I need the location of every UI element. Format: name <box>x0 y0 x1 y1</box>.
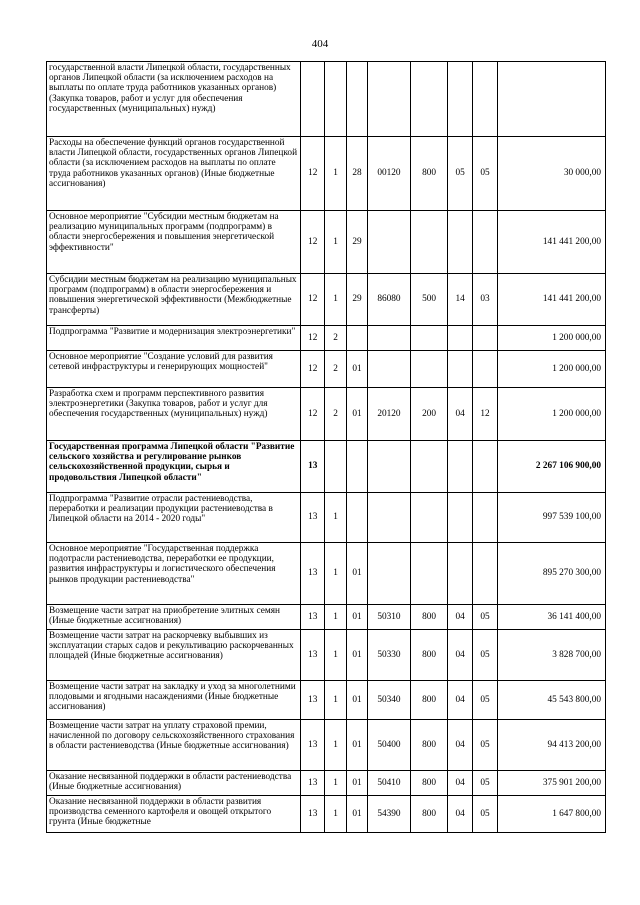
expense-name: Подпрограмма "Развитие отрасли растениеводства, переработки и реализации продукции растениеводства в Липецкой области на 2014 - 2020 годы" <box>47 493 301 543</box>
expense-type-code <box>410 62 448 137</box>
table-row <box>47 441 606 493</box>
subsection-code: 05 <box>472 137 497 211</box>
expense-name: Оказание несвязанной поддержки в области растениеводства (Иные бюджетные ассигнования) <box>47 771 301 796</box>
expense-name: Основное мероприятие "Государственная поддержка подотрасли растениеводства, переработки ее продукции, развития инфраструктуры и логистического обеспечения рынков продукции растениеводства" <box>47 543 301 605</box>
section-code <box>448 62 472 137</box>
section-code: 04 <box>448 388 472 441</box>
direction-code: 50340 <box>368 681 411 720</box>
section-code: 04 <box>448 605 472 630</box>
subsection-code: 05 <box>472 720 497 771</box>
main-activity-code: 01 <box>346 681 367 720</box>
subsection-code: 05 <box>472 796 497 833</box>
main-activity-code: 29 <box>346 274 367 326</box>
direction-code: 86080 <box>368 274 411 326</box>
amount: 3 828 700,00 <box>498 630 606 681</box>
main-activity-code: 01 <box>346 543 367 605</box>
page-number: 404 <box>311 38 329 50</box>
expense-name: Возмещение части затрат на закладку и уход за многолетними плодовыми и ягодными насаждениями (Иные бюджетные ассигнования) <box>47 681 301 720</box>
expense-name: Оказание несвязанной поддержки в области развития производства семенного картофеля и овощей открытого грунта (Иные бюджетные <box>47 796 301 833</box>
expense-type-code: 800 <box>410 630 448 681</box>
expense-type-code: 800 <box>410 137 448 211</box>
expense-name: Основное мероприятие "Создание условий для развития сетевой инфраструктуры и генерирующих мощностей" <box>47 351 301 388</box>
amount: 1 200 000,00 <box>498 388 606 441</box>
subsection-code: 05 <box>472 771 497 796</box>
section-code: 04 <box>448 630 472 681</box>
main-activity-code <box>346 62 367 137</box>
subsection-code: 12 <box>472 388 497 441</box>
section-code: 14 <box>448 274 472 326</box>
direction-code <box>368 211 411 274</box>
main-activity-code: 28 <box>346 137 367 211</box>
subsection-code <box>472 493 497 543</box>
expense-type-code <box>410 493 448 543</box>
table-row <box>47 137 606 211</box>
main-activity-code: 01 <box>346 351 367 388</box>
subsection-code: 05 <box>472 630 497 681</box>
main-activity-code: 01 <box>346 796 367 833</box>
expense-name: государственной власти Липецкой области, государственных органов Липецкой области (за исключением расходов на выплаты по оплате труда работников указанных органов) (Закупка товаров, работ и услуг для обеспечения государственных (муниципальных) нужд) <box>47 62 301 137</box>
expense-type-code: 800 <box>410 796 448 833</box>
amount: 2 267 106 900,00 <box>498 441 606 493</box>
program-code: 12 <box>301 211 325 274</box>
expense-type-code <box>410 351 448 388</box>
subprogram-code: 1 <box>325 493 346 543</box>
section-code <box>448 351 472 388</box>
program-code: 13 <box>301 771 325 796</box>
section-code: 05 <box>448 137 472 211</box>
section-code: 04 <box>448 771 472 796</box>
subprogram-code: 1 <box>325 605 346 630</box>
amount: 141 441 200,00 <box>498 211 606 274</box>
amount: 895 270 300,00 <box>498 543 606 605</box>
main-activity-code: 29 <box>346 211 367 274</box>
subprogram-code: 1 <box>325 274 346 326</box>
section-code <box>448 211 472 274</box>
direction-code: 00120 <box>368 137 411 211</box>
table-row <box>47 605 606 630</box>
table-row <box>47 720 606 771</box>
amount: 375 901 200,00 <box>498 771 606 796</box>
subprogram-code <box>325 441 346 493</box>
section-code <box>448 326 472 351</box>
main-activity-code <box>346 326 367 351</box>
expense-type-code: 800 <box>410 681 448 720</box>
expense-type-code: 500 <box>410 274 448 326</box>
table-row <box>47 326 606 351</box>
table-row <box>47 796 606 833</box>
expense-name: Расходы на обеспечение функций органов государственной власти Липецкой области, государственных органов Липецкой области (за исключением расходов на выплаты по оплате труда работников указанных органов) (Иные бюджетные ассигнования) <box>47 137 301 211</box>
expense-type-code: 800 <box>410 771 448 796</box>
amount: 36 141 400,00 <box>498 605 606 630</box>
amount: 45 543 800,00 <box>498 681 606 720</box>
direction-code: 50400 <box>368 720 411 771</box>
expense-name: Возмещение части затрат на уплату страховой премии, начисленной по договору сельскохозяйственного страхования в области растениеводства (Иные бюджетные ассигнования) <box>47 720 301 771</box>
expense-name: Основное мероприятие "Субсидии местным бюджетам на реализацию муниципальных программ (подпрограмм) в области энергосбережения и повышения энергетической эффективности" <box>47 211 301 274</box>
expense-type-code: 800 <box>410 605 448 630</box>
program-code: 13 <box>301 543 325 605</box>
subsection-code <box>472 351 497 388</box>
subsection-code <box>472 211 497 274</box>
amount: 1 647 800,00 <box>498 796 606 833</box>
program-code: 13 <box>301 493 325 543</box>
table-row <box>47 351 606 388</box>
amount: 997 539 100,00 <box>498 493 606 543</box>
section-code <box>448 493 472 543</box>
expense-type-code: 800 <box>410 720 448 771</box>
main-activity-code: 01 <box>346 388 367 441</box>
table-row <box>47 771 606 796</box>
table-row <box>47 388 606 441</box>
budget-table-body <box>47 62 606 833</box>
main-activity-code <box>346 441 367 493</box>
section-code: 04 <box>448 681 472 720</box>
direction-code: 50410 <box>368 771 411 796</box>
subsection-code: 05 <box>472 605 497 630</box>
direction-code <box>368 441 411 493</box>
program-code: 12 <box>301 351 325 388</box>
direction-code: 20120 <box>368 388 411 441</box>
program-code: 12 <box>301 388 325 441</box>
section-code <box>448 543 472 605</box>
direction-code <box>368 493 411 543</box>
direction-code <box>368 351 411 388</box>
subprogram-code: 1 <box>325 681 346 720</box>
subprogram-code: 2 <box>325 326 346 351</box>
amount: 94 413 200,00 <box>498 720 606 771</box>
main-activity-code <box>346 493 367 543</box>
subsection-code <box>472 326 497 351</box>
direction-code <box>368 62 411 137</box>
subprogram-code: 1 <box>325 720 346 771</box>
expense-name: Субсидии местным бюджетам на реализацию муниципальных программ (подпрограмм) в области энергосбережения и повышения энергетической эффективности (Межбюджетные трансферты) <box>47 274 301 326</box>
table-row <box>47 630 606 681</box>
program-code: 13 <box>301 630 325 681</box>
subsection-code <box>472 62 497 137</box>
table-row <box>47 211 606 274</box>
subprogram-code: 1 <box>325 211 346 274</box>
subprogram-code: 2 <box>325 388 346 441</box>
expense-name: Подпрограмма "Развитие и модернизация электроэнергетики" <box>47 326 301 351</box>
subprogram-code: 1 <box>325 796 346 833</box>
subsection-code: 05 <box>472 681 497 720</box>
expense-name: Возмещение части затрат на раскорчевку выбывших из эксплуатации старых садов и рекультивацию раскорчеванных площадей (Иные бюджетные ассигнования) <box>47 630 301 681</box>
table-row <box>47 493 606 543</box>
expense-type-code: 200 <box>410 388 448 441</box>
amount: 141 441 200,00 <box>498 274 606 326</box>
subsection-code: 03 <box>472 274 497 326</box>
budget-table <box>46 61 606 833</box>
expense-type-code <box>410 543 448 605</box>
expense-name: Возмещение части затрат на приобретение элитных семян (Иные бюджетные ассигнования) <box>47 605 301 630</box>
direction-code <box>368 543 411 605</box>
program-code: 12 <box>301 137 325 211</box>
subprogram-code: 1 <box>325 137 346 211</box>
table-row <box>47 543 606 605</box>
program-code <box>301 62 325 137</box>
amount: 1 200 000,00 <box>498 326 606 351</box>
expense-type-code <box>410 211 448 274</box>
program-code: 12 <box>301 326 325 351</box>
amount: 1 200 000,00 <box>498 351 606 388</box>
amount <box>498 62 606 137</box>
direction-code: 50330 <box>368 630 411 681</box>
table-row <box>47 274 606 326</box>
direction-code <box>368 326 411 351</box>
direction-code: 50310 <box>368 605 411 630</box>
subprogram-code: 2 <box>325 351 346 388</box>
subsection-code <box>472 441 497 493</box>
table-row <box>47 62 606 137</box>
program-code: 13 <box>301 720 325 771</box>
program-code: 13 <box>301 681 325 720</box>
expense-type-code <box>410 326 448 351</box>
main-activity-code: 01 <box>346 720 367 771</box>
subprogram-code: 1 <box>325 771 346 796</box>
program-code: 13 <box>301 441 325 493</box>
main-activity-code: 01 <box>346 630 367 681</box>
table-row <box>47 681 606 720</box>
section-code: 04 <box>448 796 472 833</box>
expense-name: Государственная программа Липецкой области "Развитие сельского хозяйства и регулирование рынков сельскохозяйственной продукции, сырья и продовольствия Липецкой области" <box>47 441 301 493</box>
program-code: 12 <box>301 274 325 326</box>
expense-type-code <box>410 441 448 493</box>
direction-code: 54390 <box>368 796 411 833</box>
subprogram-code: 1 <box>325 543 346 605</box>
main-activity-code: 01 <box>346 605 367 630</box>
program-code: 13 <box>301 796 325 833</box>
expense-name: Разработка схем и программ перспективного развития электроэнергетики (Закупка товаров, работ и услуг для обеспечения государственных (муниципальных) нужд) <box>47 388 301 441</box>
subprogram-code: 1 <box>325 630 346 681</box>
section-code <box>448 441 472 493</box>
main-activity-code: 01 <box>346 771 367 796</box>
amount: 30 000,00 <box>498 137 606 211</box>
section-code: 04 <box>448 720 472 771</box>
subprogram-code <box>325 62 346 137</box>
program-code: 13 <box>301 605 325 630</box>
subsection-code <box>472 543 497 605</box>
